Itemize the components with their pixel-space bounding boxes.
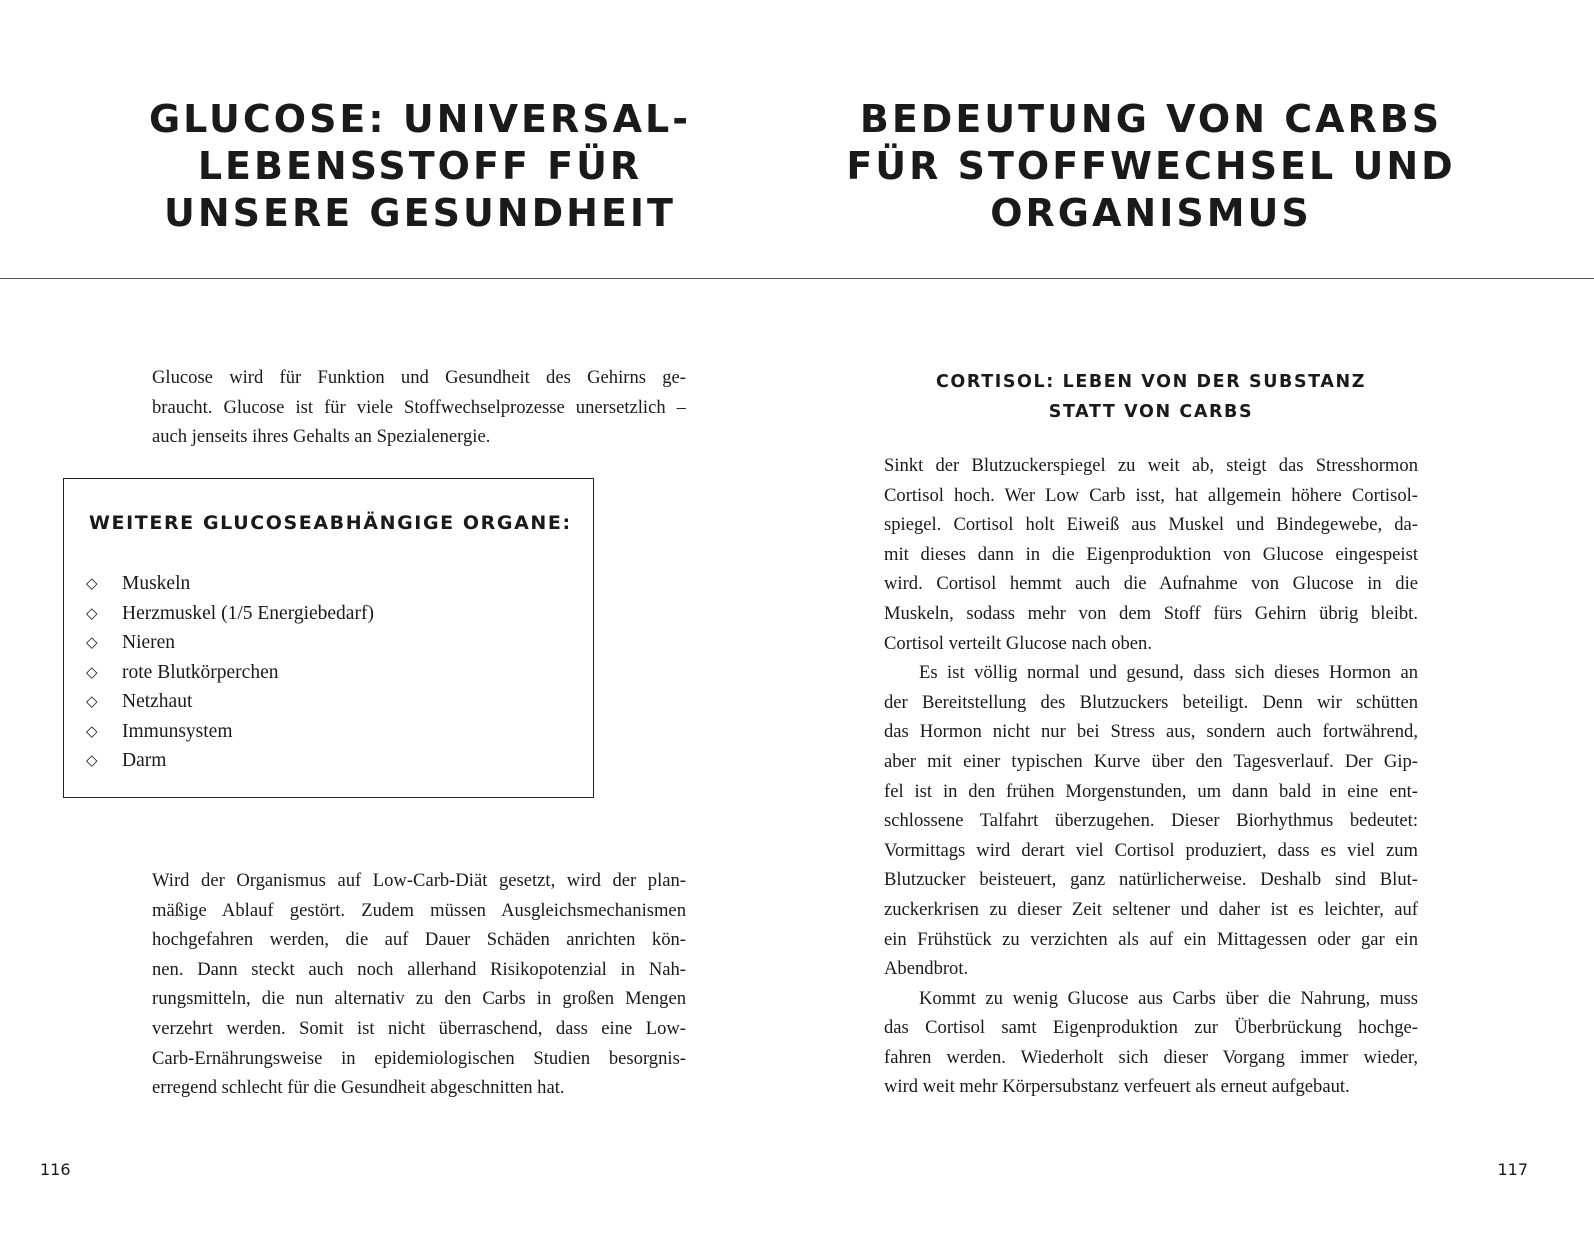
title-line: BEDEUTUNG VON CARBS <box>859 97 1443 141</box>
box-title: WEITERE GLUCOSEABHÄNGIGE ORGANE: <box>89 512 572 534</box>
title-line: FÜR STOFFWECHSEL UND <box>846 144 1456 188</box>
text-line: Vormittags wird derart viel Cortisol produziert, dass es viel zum <box>884 839 1418 861</box>
text-line: Cortisol verteilt Glucose nach oben. <box>884 632 1152 654</box>
text-line: der Bereitstellung des Blutzuckers beteiligt. Denn wir schütten <box>884 691 1418 713</box>
left-page-title <box>100 96 740 237</box>
text-line: Abendbrot. <box>884 958 969 980</box>
text-line: rungsmitteln, die nun alternativ zu den Carbs in großen Mengen <box>152 988 686 1010</box>
title-line: LEBENSSTOFF FÜR <box>197 144 643 188</box>
right-page-title <box>831 96 1471 237</box>
diamond-bullet-icon: ◇ <box>86 574 98 592</box>
subheading-line: STATT VON CARBS <box>1048 401 1254 422</box>
list-item-label: Darm <box>122 750 167 771</box>
text-line: fel ist in den frühen Morgenstunden, um dann bald in eine ent- <box>884 780 1418 802</box>
paragraph <box>884 658 1418 984</box>
text-line: mäßige Ablauf gestört. Zudem müssen Ausgleichsmechanismen <box>152 899 686 921</box>
text-line: erregend schlecht für die Gesundheit abgeschnitten hat. <box>152 1077 565 1099</box>
list-item-label: Nieren <box>122 632 176 653</box>
text-line: Muskeln, sodass mehr von dem Stoff fürs Gehirn übrig bleibt. <box>884 602 1418 624</box>
text-line: Wird der Organismus auf Low-Carb-Diät gesetzt, wird der plan- <box>152 870 686 891</box>
subheading-line: CORTISOL: LEBEN VON DER SUBSTANZ <box>935 372 1367 392</box>
text-line: hochgefahren werden, die auf Dauer Schäden anrichten kön- <box>152 929 686 951</box>
page-number-left: 116 <box>40 1160 71 1179</box>
text-line: Kommt zu wenig Glucose aus Carbs über die Nahrung, muss <box>919 987 1418 1009</box>
text-line: wird weit mehr Körpersubstanz verfeuert als erneut aufgebaut. <box>884 1076 1350 1098</box>
diamond-bullet-icon: ◇ <box>86 633 98 651</box>
text-line: ein Frühstück zu verzichten als auf ein Mittagessen oder gar ein <box>884 928 1418 950</box>
cortisol-subheading <box>880 368 1422 427</box>
text-line: mit dieses dann in die Eigenproduktion von Glucose eingespeist <box>884 543 1418 565</box>
list-item-label: Netzhaut <box>122 691 193 712</box>
list-item <box>86 658 374 688</box>
paragraph <box>884 984 1418 1102</box>
diamond-bullet-icon: ◇ <box>86 662 98 681</box>
diamond-bullet-icon: ◇ <box>86 603 98 622</box>
text-line: Carb-Ernährungsweise in epidemiologischen Studien besorgnis- <box>152 1047 686 1069</box>
text-line: Glucose wird für Funktion und Gesundheit des Gehirns ge- <box>152 367 686 388</box>
left-intro-paragraph <box>152 363 686 452</box>
text-line: nen. Dann steckt auch noch allerhand Risikopotenzial in Nah- <box>152 958 686 980</box>
list-item-label: Muskeln <box>122 573 191 594</box>
title-line: UNSERE GESUNDHEIT <box>164 191 676 235</box>
diamond-bullet-icon: ◇ <box>86 692 98 710</box>
left-body-paragraph <box>152 866 686 1103</box>
text-line: Cortisol hoch. Wer Low Carb isst, hat allgemein höhere Cortisol- <box>884 484 1418 506</box>
text-line: wird. Cortisol hemmt auch die Aufnahme von Glucose in die <box>884 573 1418 595</box>
text-line: zuckerkrisen zu dieser Zeit seltener und daher ist es leichter, auf <box>884 898 1418 920</box>
list-item-label: Immunsystem <box>122 720 233 742</box>
right-body-text <box>884 451 1418 1102</box>
list-item-label: rote Blutkörperchen <box>122 661 279 683</box>
title-line: ORGANISMUS <box>990 191 1312 235</box>
text-line: fahren werden. Wiederholt sich dieser Vorgang immer wieder, <box>884 1046 1418 1068</box>
text-line: braucht. Glucose ist für viele Stoffwechselprozesse unersetzlich – <box>152 396 686 418</box>
list-item <box>86 717 374 747</box>
list-item <box>86 569 374 599</box>
diamond-bullet-icon: ◇ <box>86 751 98 769</box>
list-item <box>86 746 374 776</box>
organ-list <box>86 569 374 776</box>
header-divider <box>0 278 1594 279</box>
text-line: das Hormon nicht nur bei Stress aus, sondern auch fortwährend, <box>884 721 1418 743</box>
text-line: das Cortisol samt Eigenproduktion zur Überbrückung hochge- <box>884 1017 1418 1039</box>
paragraph <box>884 451 1418 658</box>
text-line: aber mit einer typischen Kurve über den Tagesverlauf. Der Gip- <box>884 750 1418 772</box>
glucose-organs-box <box>63 478 594 798</box>
title-line: GLUCOSE: UNIVERSAL- <box>148 97 692 141</box>
text-line: auch jenseits ihres Gehalts an Spezialenergie. <box>152 426 491 448</box>
page-number-right: 117 <box>1497 1160 1528 1179</box>
list-item <box>86 628 374 658</box>
list-item-label: Herzmuskel (1/5 Energiebedarf) <box>122 602 374 624</box>
text-line: Sinkt der Blutzuckerspiegel zu weit ab, steigt das Stresshormon <box>884 455 1418 476</box>
list-item <box>86 599 374 629</box>
text-line: schlossene Talfahrt überzugehen. Dieser Biorhythmus bedeutet: <box>884 810 1418 832</box>
text-line: Blutzucker beisteuert, ganz natürlicherweise. Deshalb sind Blut- <box>884 869 1418 891</box>
text-line: verzehrt werden. Somit ist nicht überraschend, dass eine Low- <box>152 1017 686 1039</box>
list-item <box>86 687 374 717</box>
text-line: spiegel. Cortisol holt Eiweiß aus Muskel und Bindegewebe, da- <box>884 514 1418 536</box>
diamond-bullet-icon: ◇ <box>86 721 98 740</box>
text-line: Es ist völlig normal und gesund, dass sich dieses Hormon an <box>919 662 1418 684</box>
